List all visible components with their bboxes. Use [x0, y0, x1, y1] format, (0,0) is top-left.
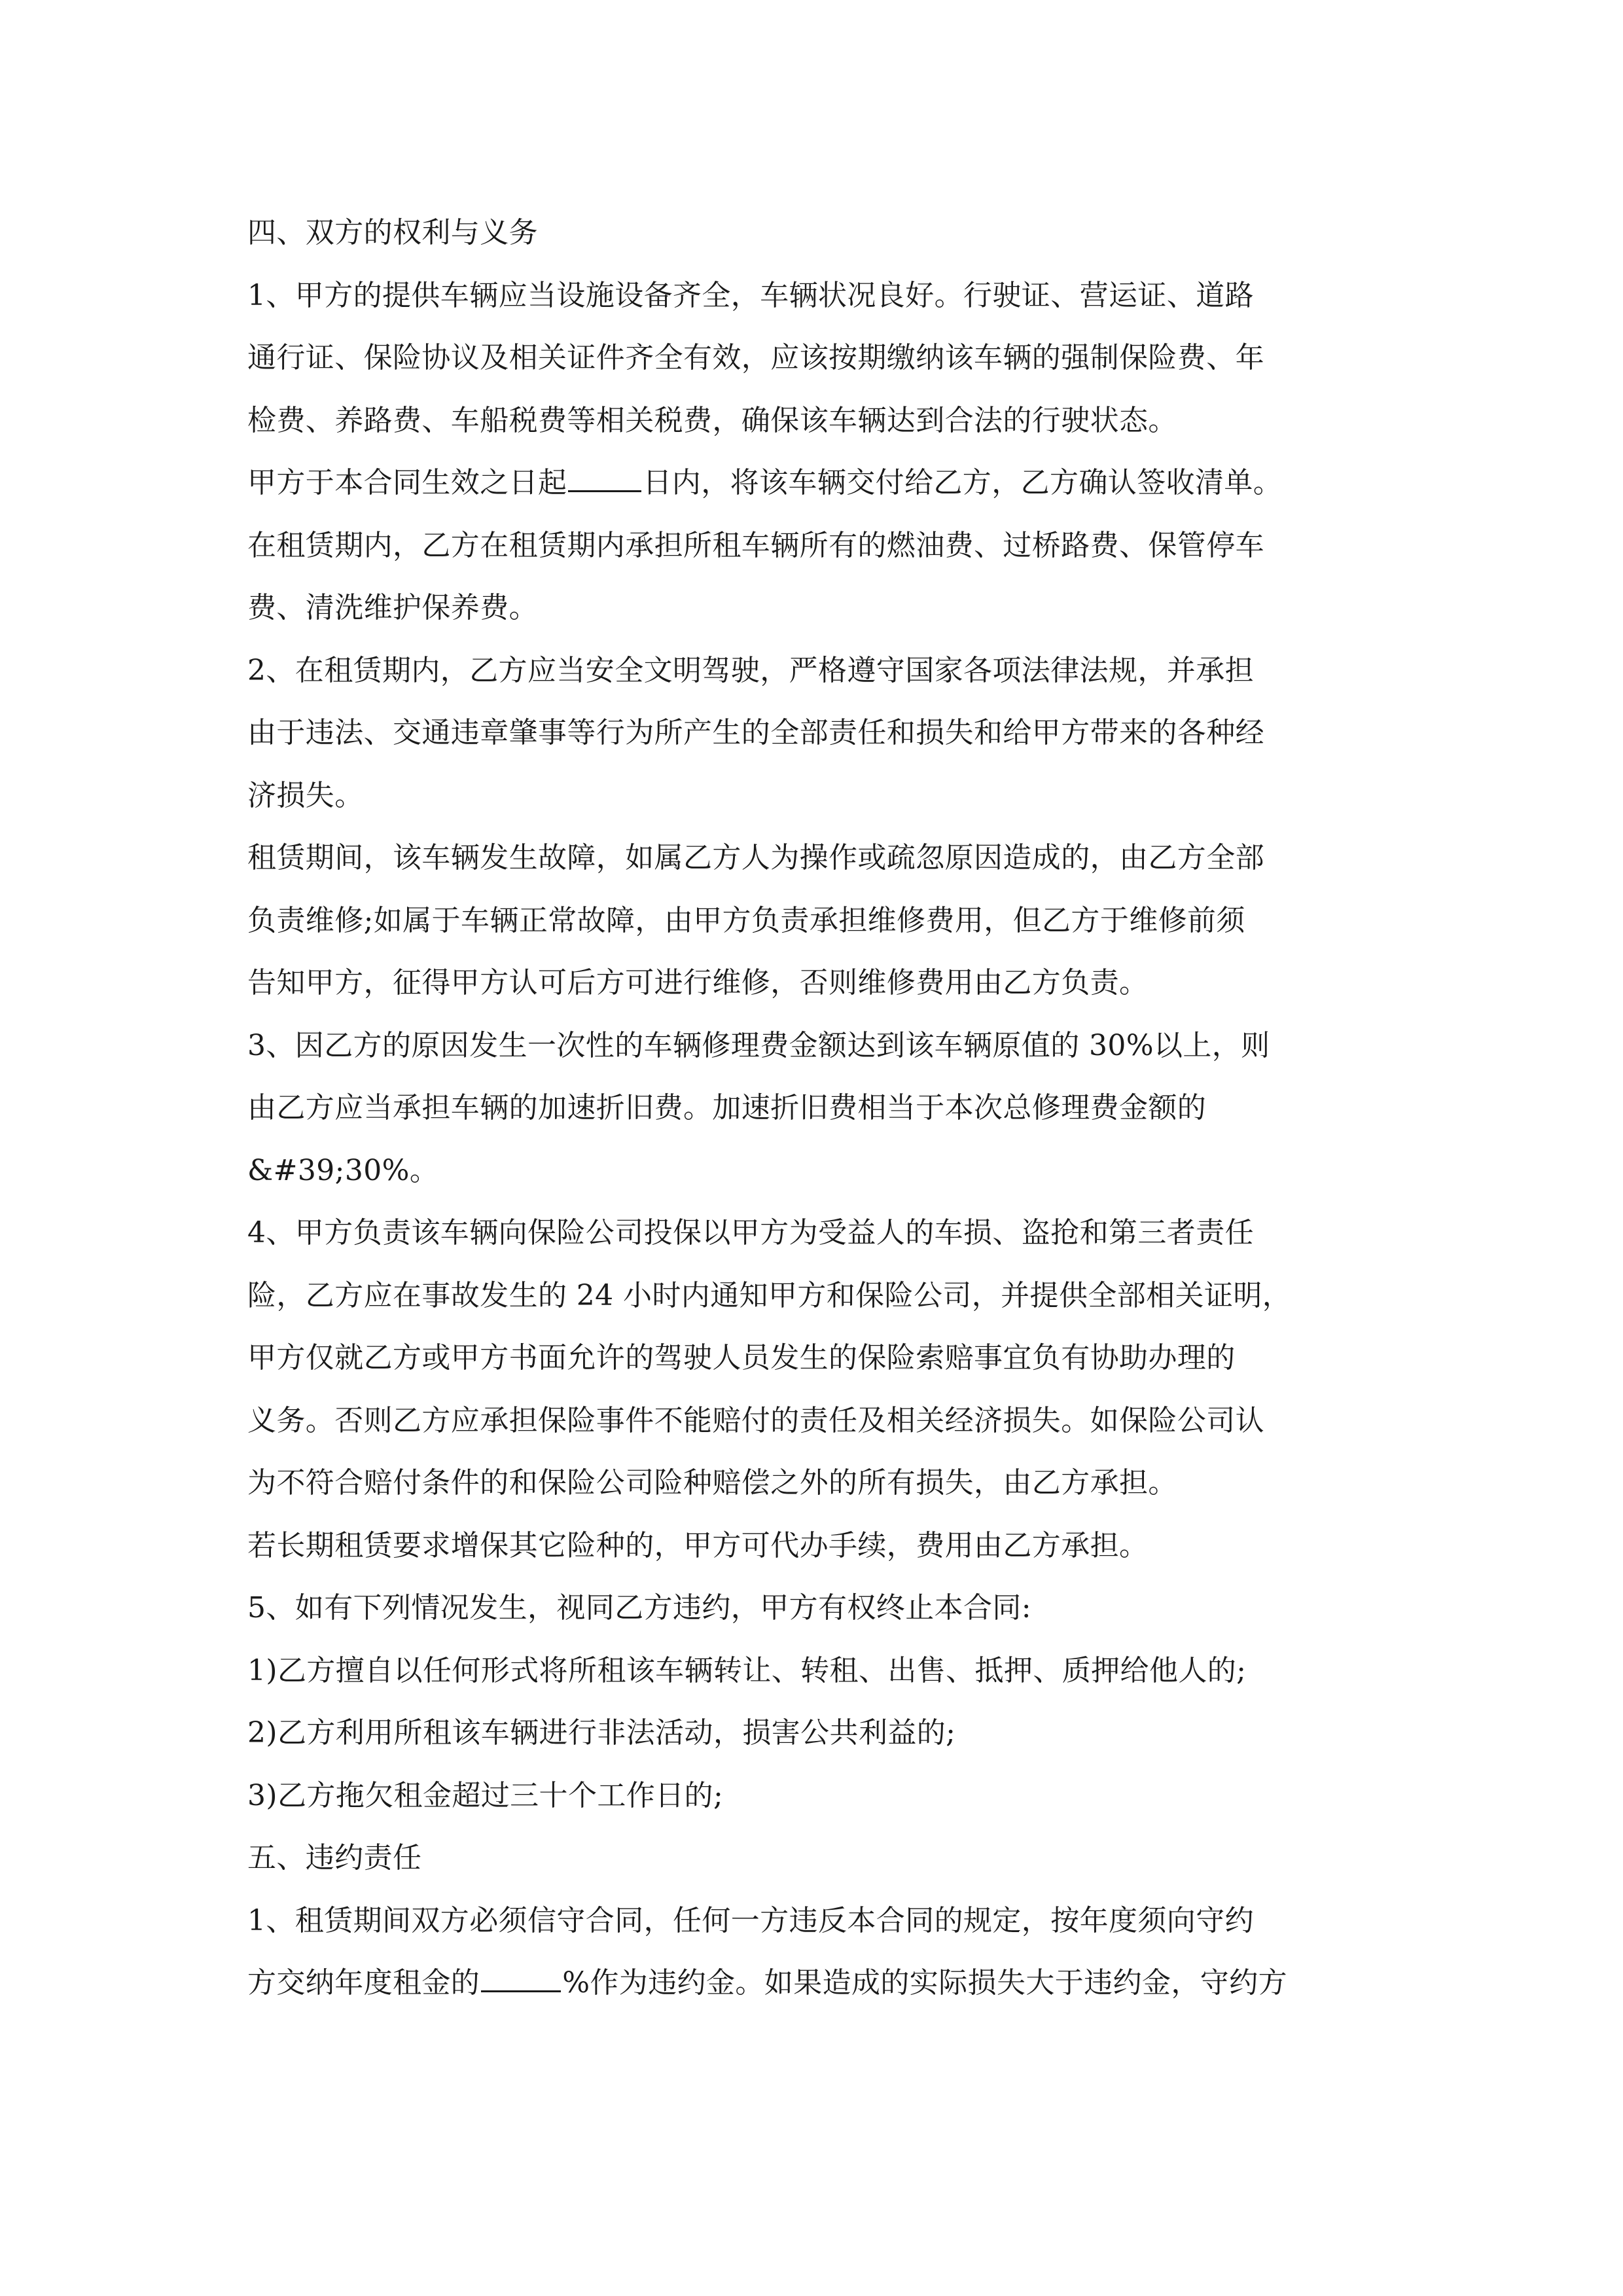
list-item: 2)乙方利用所租该车辆进行非法活动，损害公共利益的;: [247, 1716, 956, 1749]
text-line: 若长期租赁要求增保其它险种的，甲方可代办手续，费用由乙方承担。: [247, 1528, 1149, 1562]
text-line: 为不符合赔付条件的和保险公司险种赔偿之外的所有损失，由乙方承担。: [247, 1466, 1177, 1499]
text-line: 通行证、保险协议及相关证件齐全有效，应该按期缴纳该车辆的强制保险费、年: [247, 341, 1264, 374]
text-line: 甲方仅就乙方或甲方书面允许的驾驶人员发生的保险索赔事宜负有协助办理的: [247, 1341, 1236, 1374]
document-body: [247, 202, 1389, 2015]
text-line: 负责维修;如属于车辆正常故障，由甲方负责承担维修费用，但乙方于维修前须: [247, 903, 1245, 937]
text-line: 检费、养路费、车船税费等相关税费，确保该车辆达到合法的行驶状态。: [247, 403, 1177, 437]
section-heading-liability: 五、违约责任: [247, 1841, 422, 1874]
text-segment: 日内，将该车辆交付给乙方，乙方确认签收清单。: [643, 466, 1283, 499]
text-segment: 甲方于本合同生效之日起: [247, 466, 567, 499]
text-line: 义务。否则乙方应承担保险事件不能赔付的责任及相关经济损失。如保险公司认: [247, 1403, 1264, 1437]
fill-in-blank-percent: [481, 1964, 561, 1992]
text-line: 1、甲方的提供车辆应当设施设备齐全，车辆状况良好。行驶证、营运证、道路: [247, 278, 1254, 312]
text-line: 在租赁期内，乙方在租赁期内承担所租车辆所有的燃油费、过桥路费、保管停车: [247, 528, 1264, 562]
text-line: 2、在租赁期内，乙方应当安全文明驾驶，严格遵守国家各项法律法规，并承担: [247, 653, 1254, 687]
list-item: 1)乙方擅自以任何形式将所租该车辆转让、转租、出售、抵押、质押给他人的;: [247, 1653, 1247, 1687]
text-segment: %作为违约金。如果造成的实际损失大于违约金，守约方: [562, 1966, 1288, 2000]
text-line: 5、如有下列情况发生，视同乙方违约，甲方有权终止本合同:: [247, 1591, 1032, 1624]
text-segment: 方交纳年度租金的: [247, 1966, 480, 2000]
text-line: 济损失。: [247, 778, 364, 812]
text-line-delivery-days: [247, 452, 1389, 514]
text-line: 由乙方应当承担车辆的加速折旧费。加速折旧费相当于本次总修理费金额的: [247, 1091, 1207, 1124]
text-line-penalty-percent: [247, 1952, 1389, 2015]
fill-in-blank-days: [568, 464, 641, 492]
text-line: 告知甲方，征得甲方认可后方可进行维修，否则维修费用由乙方负责。: [247, 966, 1149, 999]
text-line: 由于违法、交通违章肇事等行为所产生的全部责任和损失和给甲方带来的各种经: [247, 716, 1264, 749]
section-heading-rights-obligations: 四、双方的权利与义务: [247, 216, 538, 249]
text-line: 1、租赁期间双方必须信守合同，任何一方违反本合同的规定，按年度须向守约: [247, 1903, 1254, 1937]
text-line: &#39;30%。: [247, 1153, 439, 1187]
list-item: 3)乙方拖欠租金超过三十个工作日的;: [247, 1778, 724, 1812]
text-line: 3、因乙方的原因发生一次性的车辆修理费金额达到该车辆原值的 30%以上，则: [247, 1028, 1270, 1062]
text-line: 费、清洗维护保养费。: [247, 591, 538, 624]
text-line: 险，乙方应在事故发生的 24 小时内通知甲方和保险公司，并提供全部相关证明，: [247, 1278, 1292, 1312]
text-line: 租赁期间，该车辆发生故障，如属乙方人为操作或疏忽原因造成的，由乙方全部: [247, 841, 1264, 874]
text-line: 4、甲方负责该车辆向保险公司投保以甲方为受益人的车损、盗抢和第三者责任: [247, 1216, 1254, 1249]
